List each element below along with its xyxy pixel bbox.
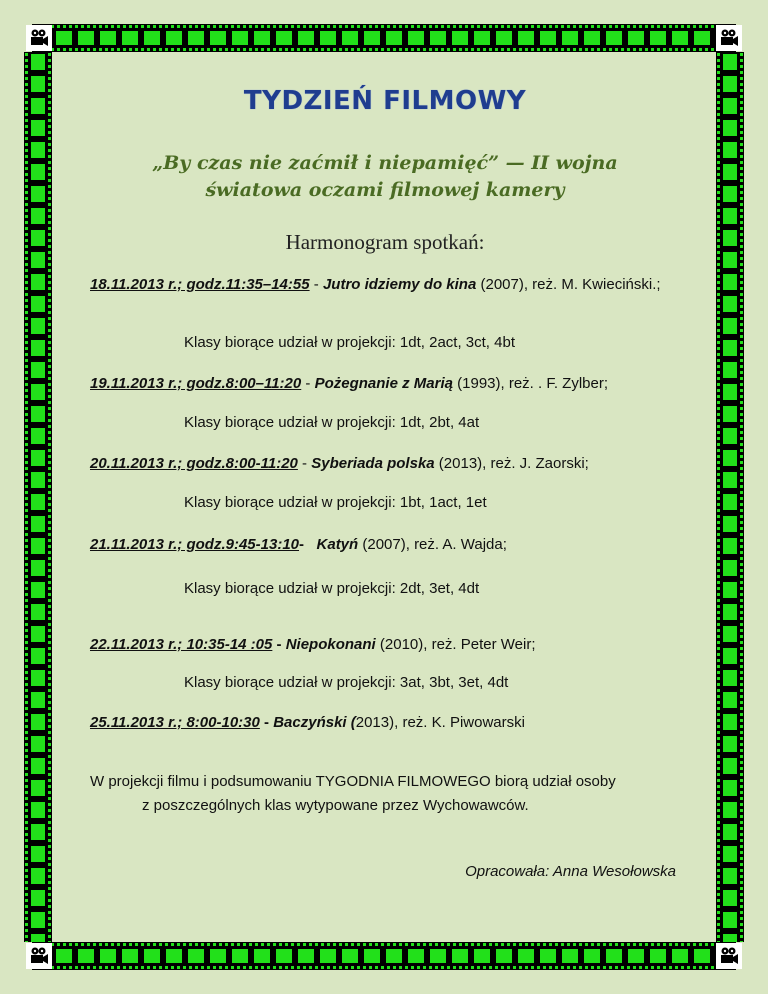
entry-film-title: Baczyński (	[273, 714, 356, 731]
subtitle-line-2: światowa oczami filmowej kamery	[205, 179, 565, 201]
entry-classes: Klasy biorące udział w projekcji: 1bt, 1act, 1et	[184, 494, 487, 511]
film-camera-icon	[26, 943, 52, 969]
entry-details: (2010), reż. Peter Weir;	[375, 636, 536, 653]
entry-film-title: Jutro idziemy do kina	[322, 276, 477, 293]
entry-classes: Klasy biorące udział w projekcji: 3at, 3bt, 3et, 4dt	[184, 674, 509, 691]
entry-separator: -	[259, 714, 274, 731]
film-camera-icon	[716, 943, 742, 969]
entry-separator: -	[309, 276, 323, 293]
schedule-entry	[90, 453, 675, 475]
page-title: TYDZIEŃ FILMOWY	[243, 86, 527, 116]
entry-details: (2007), reż. A. Wajda;	[358, 536, 507, 553]
entry-separator: -	[297, 455, 312, 472]
entry-date: 20.11.2013 r.; godz.8:00-11:20	[90, 455, 298, 472]
entry-separator: -	[299, 536, 317, 553]
subtitle-line-1: „By czas nie zaćmił i niepamięć” — II wojna	[152, 152, 618, 174]
schedule-entry	[90, 373, 675, 395]
entry-details: 2013), reż. K. Piwowarski	[355, 714, 525, 731]
schedule-entry	[90, 712, 675, 734]
film-strip-top	[32, 24, 736, 52]
entry-date: 25.11.2013 r.; 8:00-10:30	[90, 714, 260, 731]
footer-note	[90, 770, 680, 818]
film-strip-right	[716, 52, 744, 942]
entry-classes: Klasy biorące udział w projekcji: 2dt, 3et, 4dt	[184, 580, 480, 597]
entry-date: 19.11.2013 r.; godz.8:00–11:20	[90, 375, 302, 392]
entry-film-title: Katyń	[316, 536, 359, 553]
entry-date: 18.11.2013 r.; godz.11:35–14:55	[90, 276, 310, 293]
entry-film-title: Niepokonani	[285, 636, 376, 653]
footer-line-1: W projekcji filmu i podsumowaniu TYGODNIA FILMOWEGO biorą udział osoby	[90, 773, 616, 790]
film-strip-bottom	[32, 942, 736, 970]
schedule-heading: Harmonogram spotkań:	[285, 230, 485, 254]
entry-date: 21.11.2013 r.; godz.9:45-13:10	[90, 536, 300, 553]
entry-film-title: Pożegnanie z Marią	[314, 375, 453, 392]
entry-separator: -	[272, 636, 286, 653]
entry-separator: -	[301, 375, 315, 392]
film-camera-icon	[26, 25, 52, 51]
entry-film-title: Syberiada polska	[311, 455, 435, 472]
entry-details: (2007), reż. M. Kwieciński.;	[476, 276, 661, 293]
entry-details: (1993), reż. . F. Zylber;	[452, 375, 609, 392]
footer-line-2: z poszczególnych klas wytypowane przez Wychowawców.	[142, 797, 529, 814]
schedule-entry	[90, 274, 675, 296]
entry-classes: Klasy biorące udział w projekcji: 1dt, 2act, 3ct, 4bt	[184, 334, 515, 351]
film-camera-icon	[716, 25, 742, 51]
schedule-entry	[90, 534, 675, 556]
entry-classes: Klasy biorące udział w projekcji: 1dt, 2bt, 4at	[184, 414, 480, 431]
film-strip-left	[24, 52, 52, 942]
entry-date: 22.11.2013 r.; 10:35-14 :05	[90, 636, 273, 653]
author-signature: Opracowała: Anna Wesołowska	[465, 863, 676, 880]
entry-details: (2013), reż. J. Zaorski;	[434, 455, 589, 472]
schedule-entry	[90, 634, 675, 656]
subtitle	[90, 150, 680, 204]
